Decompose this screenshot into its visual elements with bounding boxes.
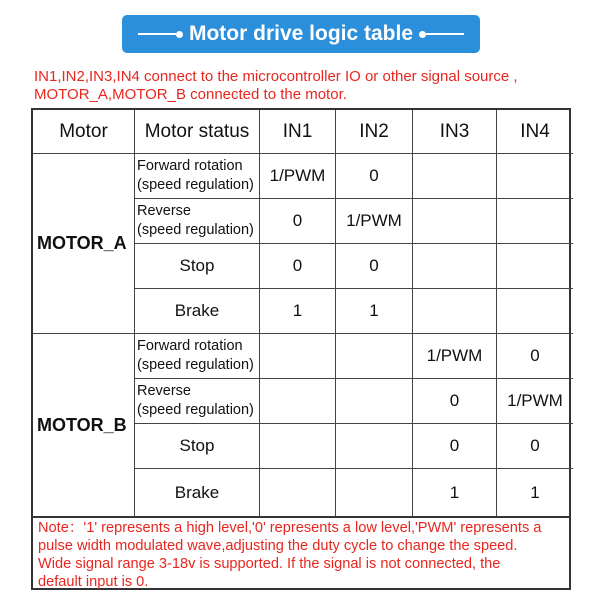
in4-cell <box>497 154 573 199</box>
title-right-decoration <box>419 31 464 38</box>
in4-cell <box>497 289 573 334</box>
header-motor-status: Motor status <box>135 110 260 154</box>
title-banner <box>122 15 480 53</box>
status-text: (speed regulation) <box>137 222 254 238</box>
status-text: Forward rotation <box>137 338 243 354</box>
in2-cell: 1 <box>336 289 413 334</box>
in1-cell: 1/PWM <box>260 154 336 199</box>
in1-cell <box>260 469 336 516</box>
in2-cell: 0 <box>336 244 413 289</box>
in1-cell <box>260 334 336 379</box>
intro-text <box>34 68 574 104</box>
in3-cell: 1 <box>413 469 497 516</box>
in4-cell: 1/PWM <box>497 379 573 424</box>
in1-cell: 1 <box>260 289 336 334</box>
in4-cell: 0 <box>497 424 573 469</box>
in4-cell: 0 <box>497 334 573 379</box>
in2-cell: 1/PWM <box>336 199 413 244</box>
in1-cell <box>260 424 336 469</box>
status-text: Forward rotation <box>137 158 243 174</box>
header-in3: IN3 <box>413 110 497 154</box>
status-text: (speed regulation) <box>137 177 254 193</box>
in4-cell <box>497 199 573 244</box>
in3-cell <box>413 154 497 199</box>
page-title: Motor drive logic table <box>188 22 414 45</box>
in3-cell: 1/PWM <box>413 334 497 379</box>
status-cell <box>135 154 260 199</box>
status-text: Reverse <box>137 203 191 219</box>
in2-cell: 0 <box>336 154 413 199</box>
motor-b-label: MOTOR_B <box>33 334 135 516</box>
status-cell <box>135 199 260 244</box>
note-line: Note：'1' represents a high level,'0' represents a low level,'PWM' represents a <box>38 520 542 536</box>
intro-line: IN1,IN2,IN3,IN4 connect to the microcontroller IO or other signal source , <box>34 68 518 85</box>
in4-cell <box>497 244 573 289</box>
note-box <box>31 518 571 590</box>
in1-cell: 0 <box>260 199 336 244</box>
status-cell: Stop <box>135 244 260 289</box>
in2-cell <box>336 334 413 379</box>
in1-cell: 0 <box>260 244 336 289</box>
note-line: pulse width modulated wave,adjusting the duty cycle to change the speed. <box>38 538 518 554</box>
status-cell <box>135 334 260 379</box>
in3-cell <box>413 289 497 334</box>
in1-cell <box>260 379 336 424</box>
logic-table <box>31 108 571 518</box>
status-text: Reverse <box>137 383 191 399</box>
in3-cell <box>413 244 497 289</box>
status-text: (speed regulation) <box>137 402 254 418</box>
in2-cell <box>336 379 413 424</box>
note-line: Wide signal range 3-18v is supported. If the signal is not connected, the <box>38 556 501 572</box>
motor-a-label: MOTOR_A <box>33 154 135 334</box>
header-in2: IN2 <box>336 110 413 154</box>
title-left-decoration <box>138 31 183 38</box>
status-cell: Brake <box>135 289 260 334</box>
intro-line: MOTOR_A,MOTOR_B connected to the motor. <box>34 86 347 103</box>
in2-cell <box>336 424 413 469</box>
header-in4: IN4 <box>497 110 573 154</box>
in3-cell: 0 <box>413 424 497 469</box>
header-motor: Motor <box>33 110 135 154</box>
in4-cell: 1 <box>530 482 540 502</box>
note-line: default input is 0. <box>38 574 149 590</box>
status-text: (speed regulation) <box>137 357 254 373</box>
header-in1: IN1 <box>260 110 336 154</box>
status-cell <box>135 379 260 424</box>
status-cell: Brake <box>135 469 260 516</box>
in2-cell <box>336 469 413 516</box>
in3-cell <box>413 199 497 244</box>
in3-cell: 0 <box>413 379 497 424</box>
status-cell: Stop <box>135 424 260 469</box>
